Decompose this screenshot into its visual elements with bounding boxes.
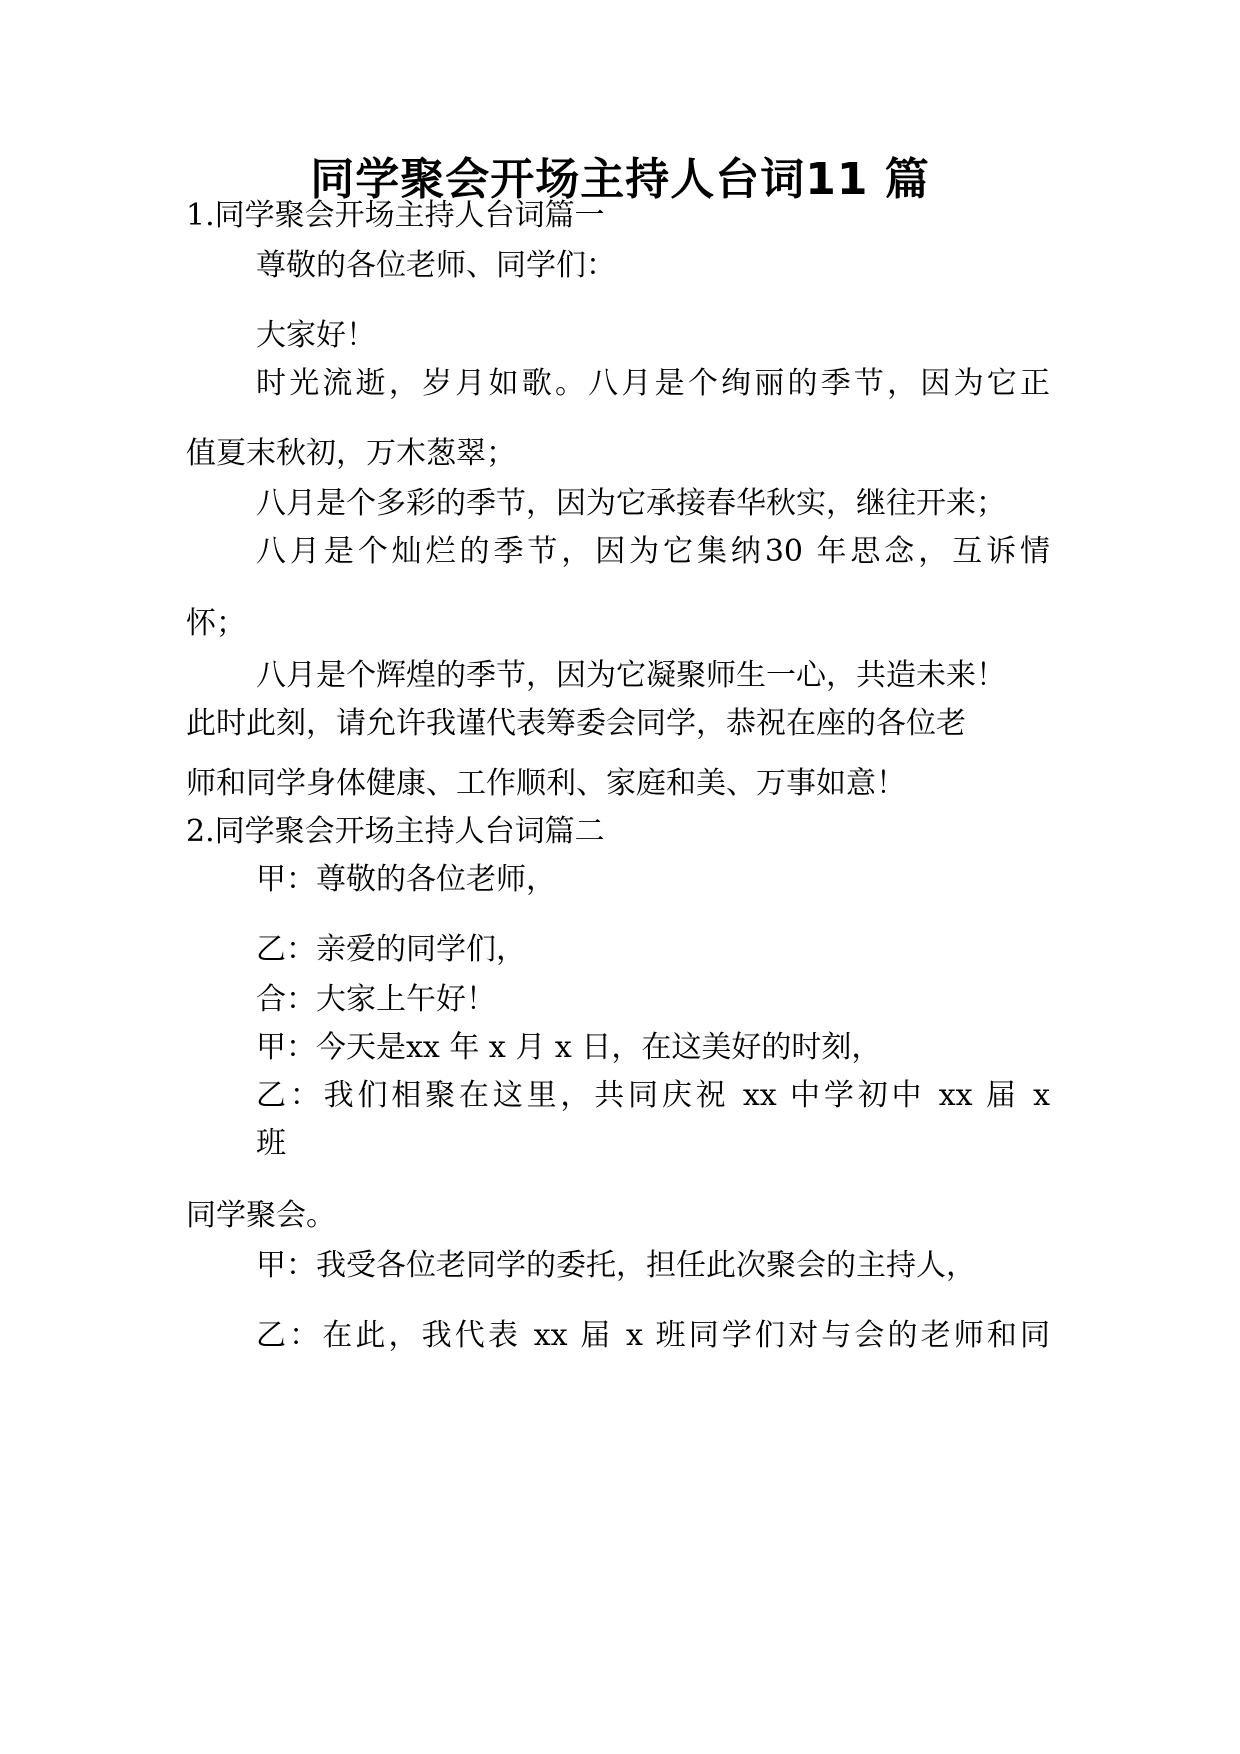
dialogue-line: 乙：我们相聚在这里，共同庆祝 xx 中学初中 xx 届 x: [256, 1078, 1050, 1113]
dialogue-line: 同学聚会。: [186, 1198, 336, 1233]
dialogue-line: 甲：我受各位老同学的委托，担任此次聚会的主持人，: [256, 1248, 976, 1283]
dialogue-line: 甲：今天是xx 年 x 月 x 日，在这美好的时刻，: [256, 1030, 882, 1065]
paragraph-line: 此时此刻，请允许我谨代表筹委会同学，恭祝在座的各位老: [186, 706, 966, 741]
paragraph-line: 尊敬的各位老师、同学们：: [256, 248, 616, 283]
section-heading-2: 2.同学聚会开场主持人台词篇二: [186, 814, 605, 849]
paragraph-line: 怀；: [186, 606, 246, 641]
paragraph-line: 值夏末秋初，万木葱翠；: [186, 436, 516, 471]
dialogue-line: 班: [256, 1126, 286, 1161]
paragraph-line: 大家好！: [256, 318, 376, 353]
paragraph-line: 八月是个辉煌的季节，因为它凝聚师生一心，共造未来！: [256, 658, 1006, 693]
document-title: 同学聚会开场主持人台词11 篇: [310, 154, 930, 205]
dialogue-line: 甲：尊敬的各位老师，: [256, 862, 556, 897]
dialogue-line: 合：大家上午好！: [256, 982, 496, 1017]
section-heading-1: 1.同学聚会开场主持人台词篇一: [186, 198, 605, 233]
paragraph-line: 时光流逝，岁月如歌。八月是个绚丽的季节，因为它正: [256, 366, 1050, 401]
dialogue-line: 乙：亲爱的同学们，: [256, 932, 526, 967]
dialogue-line: 乙：在此，我代表 xx 届 x 班同学们对与会的老师和同: [256, 1318, 1050, 1353]
paragraph-line: 八月是个灿烂的季节，因为它集纳30 年思念，互诉情: [256, 534, 1050, 569]
paragraph-line: 八月是个多彩的季节，因为它承接春华秋实，继往开来；: [256, 486, 1006, 521]
paragraph-line: 师和同学身体健康、工作顺利、家庭和美、万事如意！: [186, 766, 906, 801]
